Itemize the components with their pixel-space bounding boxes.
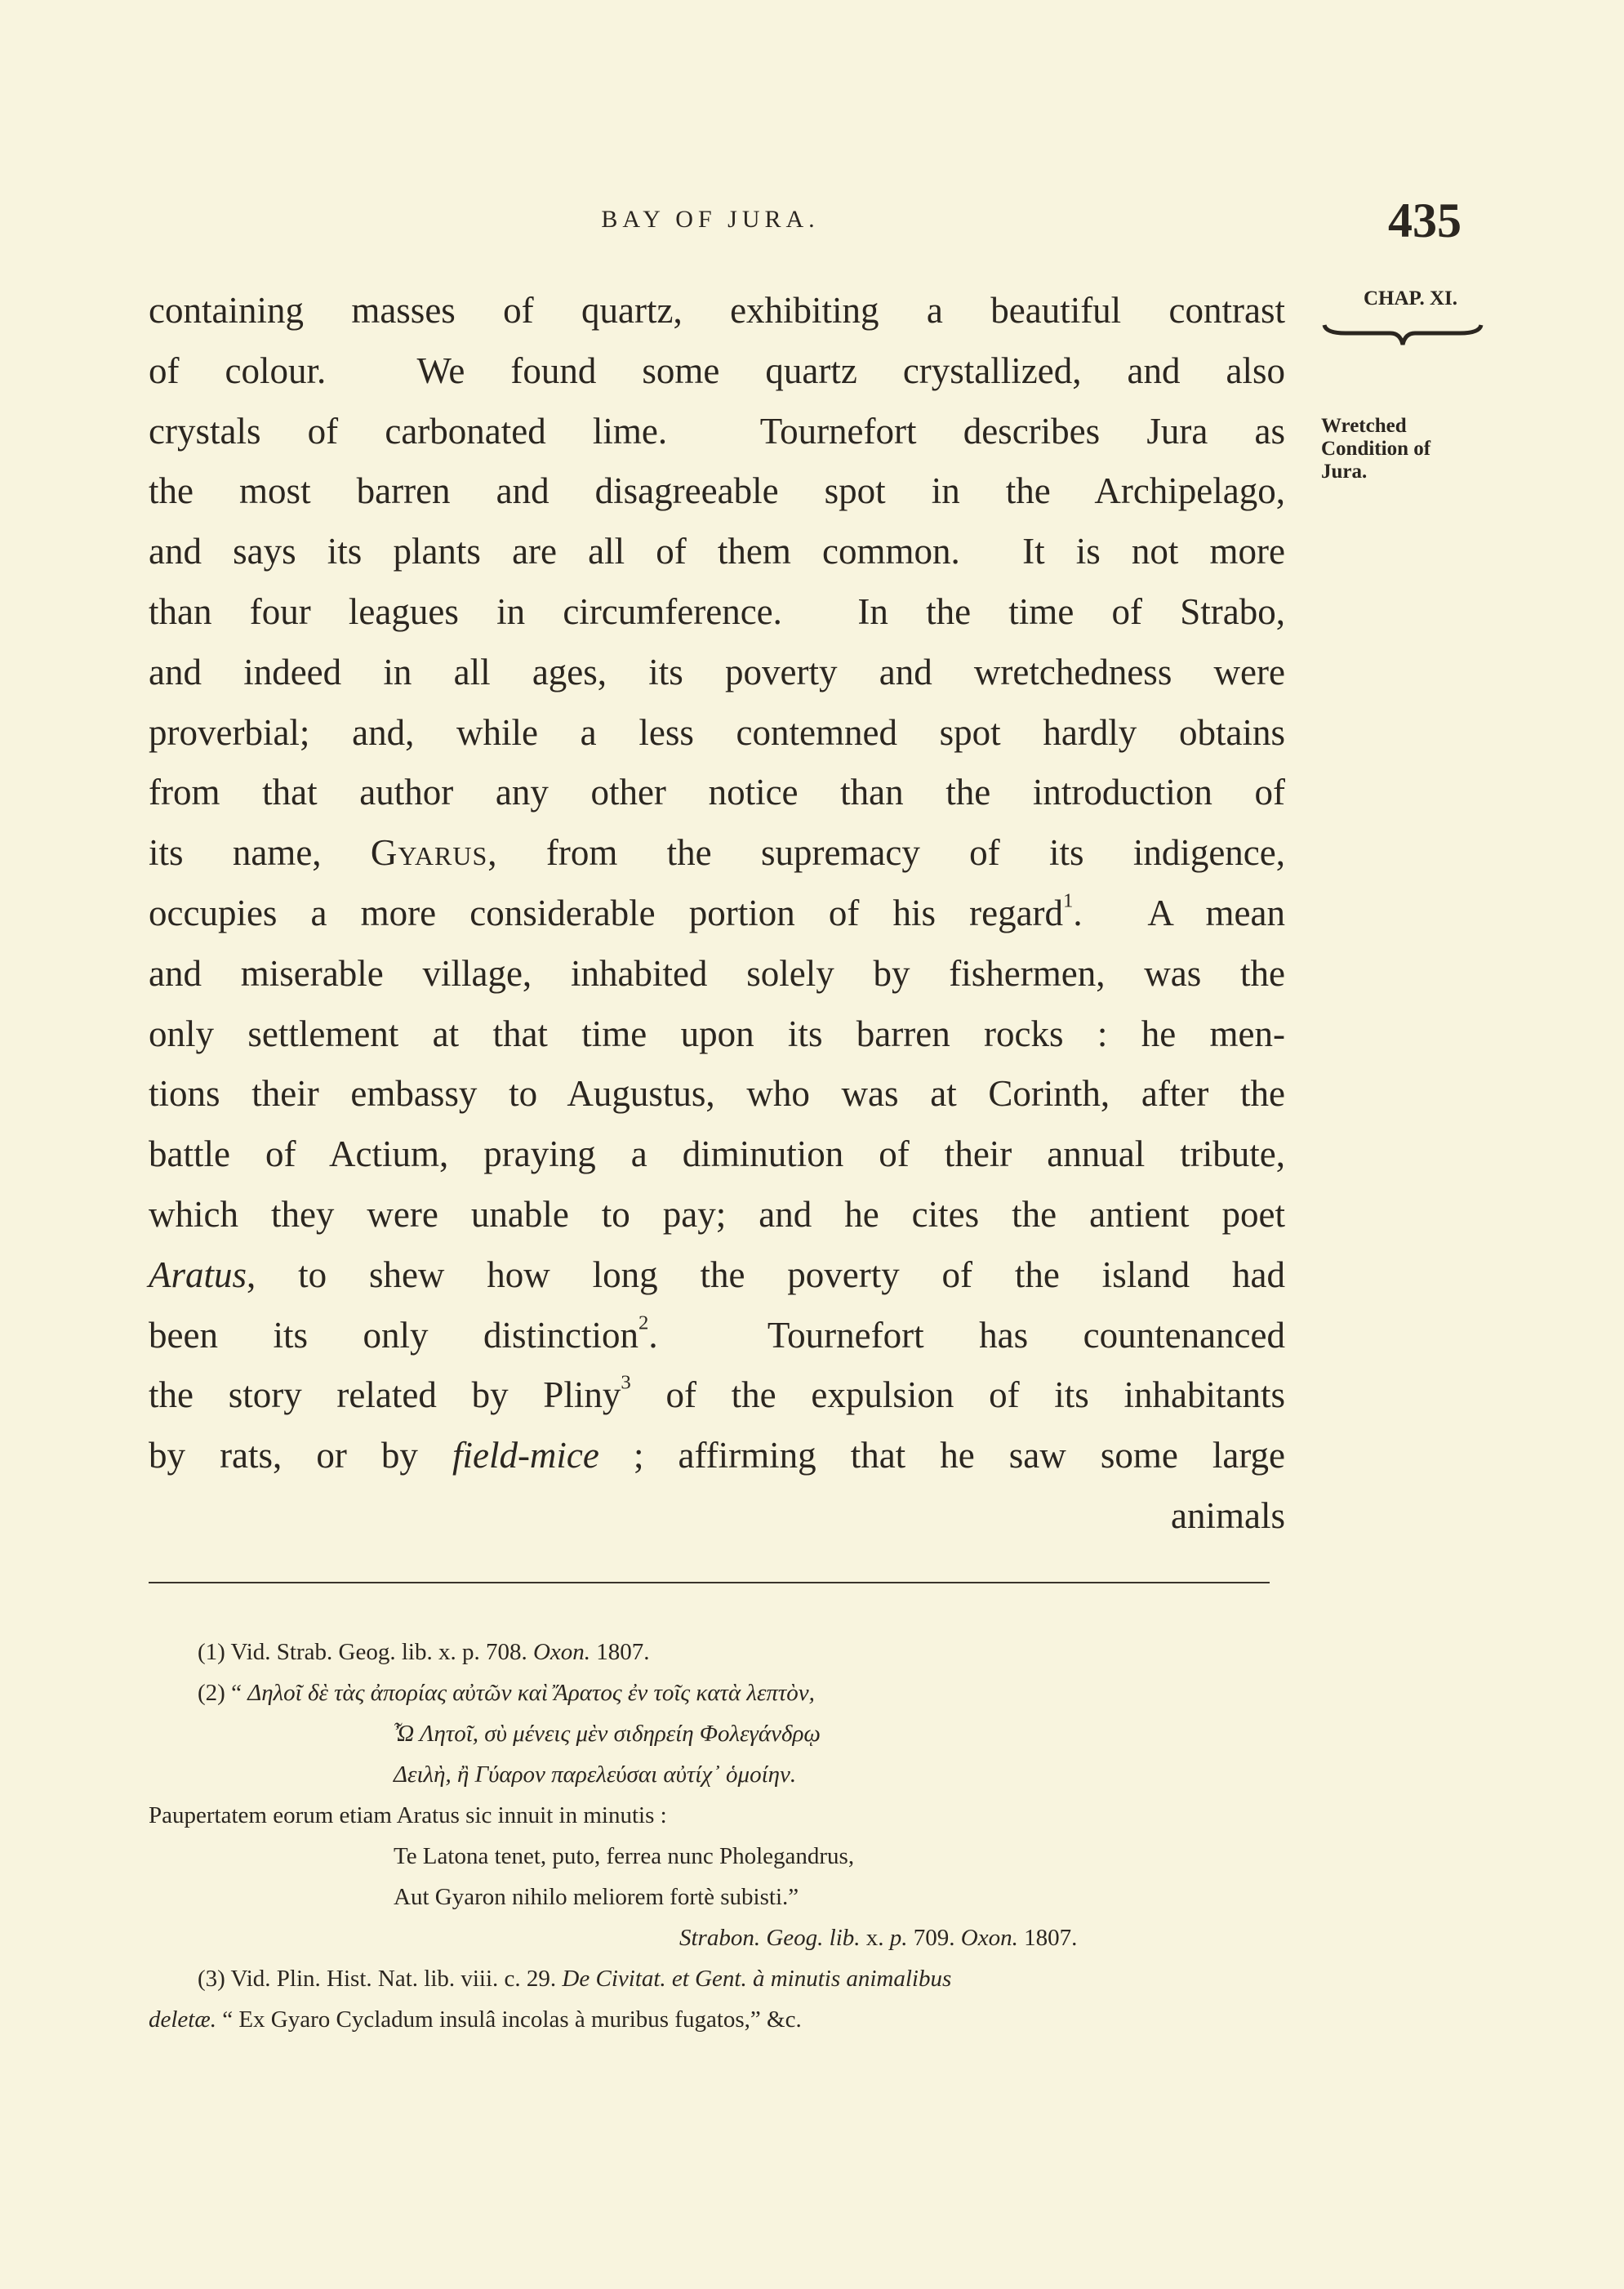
body-line (149, 823, 1285, 884)
text-run: Oxon. (532, 1639, 591, 1665)
footnote-ref: 3 (621, 1372, 631, 1395)
text-run: and indeed in all ages, its poverty and wretchedness were (149, 651, 1285, 692)
text-run: only settlement at that time upon its barren rocks : he men- (149, 1013, 1285, 1054)
text-run: 1807. (1017, 1925, 1078, 1951)
footnote-line (149, 1632, 1308, 1672)
footnote-line (149, 1795, 1308, 1836)
body-line (149, 643, 1285, 703)
body-line (149, 1124, 1285, 1185)
text-run: . A mean (1073, 892, 1286, 933)
footnote-line (149, 1917, 1308, 1958)
text-run: Strabon. Geog. lib. (679, 1925, 861, 1951)
body-line (149, 341, 1285, 402)
footnotes (149, 1632, 1308, 2040)
text-run: , to shew how long the poverty of the island had (247, 1254, 1285, 1295)
text-run: from that author any other notice than the introduction of (149, 772, 1285, 813)
body-line (149, 703, 1285, 764)
running-title: BAY OF JURA. (601, 206, 820, 233)
brace-ornament (1321, 320, 1484, 353)
text-run: which they were unable to pay; and he cites the antient poet (149, 1193, 1285, 1235)
text-run: deletæ. (149, 2006, 216, 2033)
side-note (1321, 415, 1430, 483)
footnote-ref: 2 (638, 1311, 649, 1334)
footnote-ref: 1 (1063, 889, 1074, 912)
text-run: Δηλοῖ δὲ τὰς ἀπορίας αὐτῶν καὶ Ἄρατος ἐν τοῖς κατὰ λεπτὸν, (247, 1680, 815, 1706)
text-run: by rats, or by (149, 1435, 452, 1476)
text-run: 709. (907, 1925, 961, 1951)
body-line (149, 763, 1285, 823)
chapter-label: CHAP. XI. (1363, 287, 1458, 310)
body-line (149, 884, 1285, 944)
text-run: Aratus (149, 1254, 247, 1295)
text-run: Δειλὴ, ἢ Γύαρον παρελεύσαι αὐτίχ᾽ ὁμοίην. (394, 1761, 797, 1788)
text-run: field-mice (452, 1435, 599, 1476)
text-run: Paupertatem eorum etiam Aratus sic innuit in minutis : (149, 1802, 667, 1828)
text-run: ; affirming that he saw some large (598, 1435, 1285, 1476)
text-run: crystals of carbonated lime. Tournefort describes Jura as (149, 410, 1285, 452)
footnote-line (149, 1877, 1308, 1917)
text-run: , from the supremacy of its indigence, (487, 832, 1285, 874)
body-line (149, 1064, 1285, 1124)
body-line (149, 582, 1285, 643)
body-line (149, 1365, 1285, 1426)
text-run: (3) Vid. Plin. Hist. Nat. lib. viii. c. 29. (198, 1966, 563, 1992)
text-run: p. (889, 1925, 908, 1951)
text-run: been its only distinction (149, 1314, 638, 1356)
side-note-line: Wretched (1321, 415, 1407, 437)
body-line (149, 1245, 1285, 1306)
text-run: proverbial; and, while a less contemned spot hardly obtains (149, 711, 1285, 753)
text-run: than four leagues in circumference. In the time of Strabo, (149, 590, 1285, 632)
footnote-line (149, 1672, 1308, 1713)
body-text (149, 281, 1285, 1547)
body-line (149, 1486, 1285, 1547)
text-run: Oxon. (960, 1925, 1018, 1951)
body-line (149, 1426, 1285, 1486)
body-line (149, 1306, 1285, 1366)
body-line (149, 402, 1285, 462)
text-run: (2) “ (198, 1680, 248, 1706)
body-line (149, 944, 1285, 1004)
text-run: of colour. We found some quartz crystallized, and also (149, 350, 1285, 391)
text-run: battle of Actium, praying a diminution of their annual tribute, (149, 1133, 1285, 1175)
body-line (149, 1004, 1285, 1065)
text-run: “ Ex Gyaro Cycladum insulâ incolas à muribus fugatos,” &c. (216, 2006, 802, 2033)
footnote-line (149, 1713, 1308, 1754)
text-run: the most barren and disagreeable spot in the Archipelago, (149, 470, 1285, 512)
text-run: and says its plants are all of them common. It is not more (149, 531, 1285, 572)
text-run: Te Latona tenet, puto, ferrea nunc Pholegandrus, (394, 1843, 855, 1869)
text-run: Gyarus (370, 832, 488, 874)
text-run: animals (1171, 1494, 1285, 1536)
text-run: (1) Vid. Strab. Geog. lib. x. p. 708. (198, 1639, 533, 1665)
footnote-line (149, 1958, 1308, 1999)
text-run: of the expulsion of its inhabitants (630, 1374, 1286, 1416)
side-note-line: Jura. (1321, 461, 1368, 483)
footnote-rule (149, 1582, 1270, 1583)
text-run: containing masses of quartz, exhibiting a beautiful contrast (149, 290, 1285, 331)
text-run: tions their embassy to Augustus, who was at Corinth, after the (149, 1073, 1285, 1115)
footnote-line (149, 1836, 1308, 1877)
side-note-line: Condition of (1321, 438, 1431, 460)
body-line (149, 281, 1285, 341)
body-line (149, 461, 1285, 522)
footnote-line (149, 1999, 1308, 2040)
text-run: . Tournefort has countenanced (648, 1314, 1285, 1356)
footnote-line (149, 1754, 1308, 1795)
text-run: De Civitat. et Gent. à minutis animalibus (562, 1966, 952, 1992)
body-line (149, 522, 1285, 582)
text-run: and miserable village, inhabited solely by fishermen, was the (149, 952, 1285, 994)
text-run: its name, (149, 832, 371, 874)
page-number: 435 (1388, 194, 1462, 247)
text-run: Ὦ Λητοῖ, σὺ μένεις μὲν σιδηρείη Φολεγάνδρῳ (394, 1721, 821, 1747)
text-run: the story related by Pliny (149, 1374, 621, 1416)
text-run: Aut Gyaron nihilo meliorem fortè subisti.” (394, 1884, 799, 1910)
text-run: occupies a more considerable portion of his regard (149, 892, 1064, 933)
body-line (149, 1185, 1285, 1245)
text-run: 1807. (590, 1639, 650, 1665)
text-run: x. (860, 1925, 890, 1951)
